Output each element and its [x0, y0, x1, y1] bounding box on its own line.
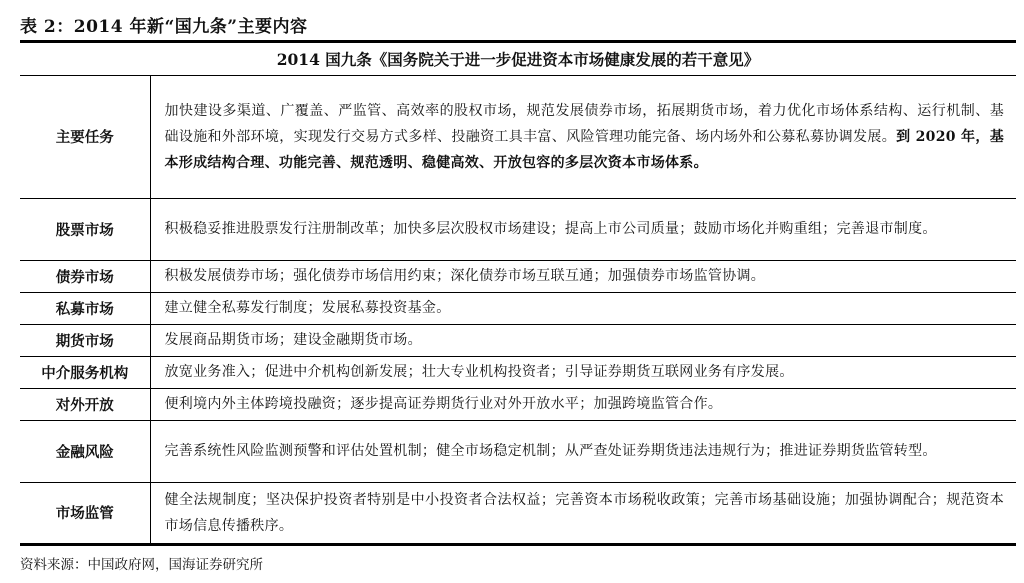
row-label-intermediaries: 中介服务机构: [20, 356, 150, 388]
row-content-stock-market: 积极稳妥推进股票发行注册制改革；加快多层次股权市场建设；提高上市公司质量；鼓励市场化并购重组；完善退市制度。: [150, 198, 1016, 260]
source-note: 资料来源：中国政府网，国海证券研究所: [20, 557, 263, 573]
row-label-stock-market: 股票市场: [20, 198, 150, 260]
table-header: 2014 国九条《国务院关于进一步促进资本市场健康发展的若干意见》: [276, 50, 760, 69]
row-content-main-tasks: [150, 76, 1016, 198]
row-label-main-tasks: 主要任务: [20, 76, 150, 198]
table-row: [20, 292, 1016, 324]
row-content-financial-risk: 完善系统性风险监测预警和评估处置机制；健全市场稳定机制；从严查处证券期货违法违规行为；推进证券期货监管转型。: [150, 420, 1016, 482]
row-content-futures-market: 发展商品期货市场；建设金融期货市场。: [150, 324, 1016, 356]
main-tasks-goal: 到 2020 年，基本形成结构合理、功能完善、规范透明、稳健高效、开放包容的多层次资本市场体系。: [164, 128, 1004, 171]
table-row: [20, 388, 1016, 420]
table-row: [20, 76, 1016, 198]
table-caption: 表 2：2014 年新“国九条”主要内容: [20, 17, 308, 37]
main-tasks-text: 加快建设多渠道、广覆盖、严监管、高效率的股权市场，规范发展债券市场，拓展期货市场，着力优化市场体系结构、运行机制、基础设施和外部环境，实现发行交易方式多样、投融资工具丰富、风险管理功能完备、场内场外和公募私募协调发展。: [164, 102, 1004, 145]
row-content-market-supervision: 健全法规制度；坚决保护投资者特别是中小投资者合法权益；完善资本市场税收政策；完善市场基础设施；加强协调配合；规范资本市场信息传播秩序。: [150, 482, 1016, 544]
row-content-opening-up: 便利境内外主体跨境投融资；逐步提高证券期货行业对外开放水平；加强跨境监管合作。: [150, 388, 1016, 420]
table-row: [20, 482, 1016, 544]
row-label-private-market: 私募市场: [20, 292, 150, 324]
table-row: [20, 260, 1016, 292]
table-row: [20, 356, 1016, 388]
policy-table: [20, 76, 1016, 546]
table-row: [20, 420, 1016, 482]
table-row: [20, 198, 1016, 260]
row-label-opening-up: 对外开放: [20, 388, 150, 420]
row-label-financial-risk: 金融风险: [20, 420, 150, 482]
table-row: [20, 324, 1016, 356]
row-label-market-supervision: 市场监管: [20, 482, 150, 544]
row-label-bond-market: 债券市场: [20, 260, 150, 292]
row-content-intermediaries: 放宽业务准入；促进中介机构创新发展；壮大专业机构投资者；引导证券期货互联网业务有序发展。: [150, 356, 1016, 388]
row-label-futures-market: 期货市场: [20, 324, 150, 356]
row-content-bond-market: 积极发展债券市场；强化债券市场信用约束；深化债券市场互联互通；加强债券市场监管协调。: [150, 260, 1016, 292]
row-content-private-market: 建立健全私募发行制度；发展私募投资基金。: [150, 292, 1016, 324]
